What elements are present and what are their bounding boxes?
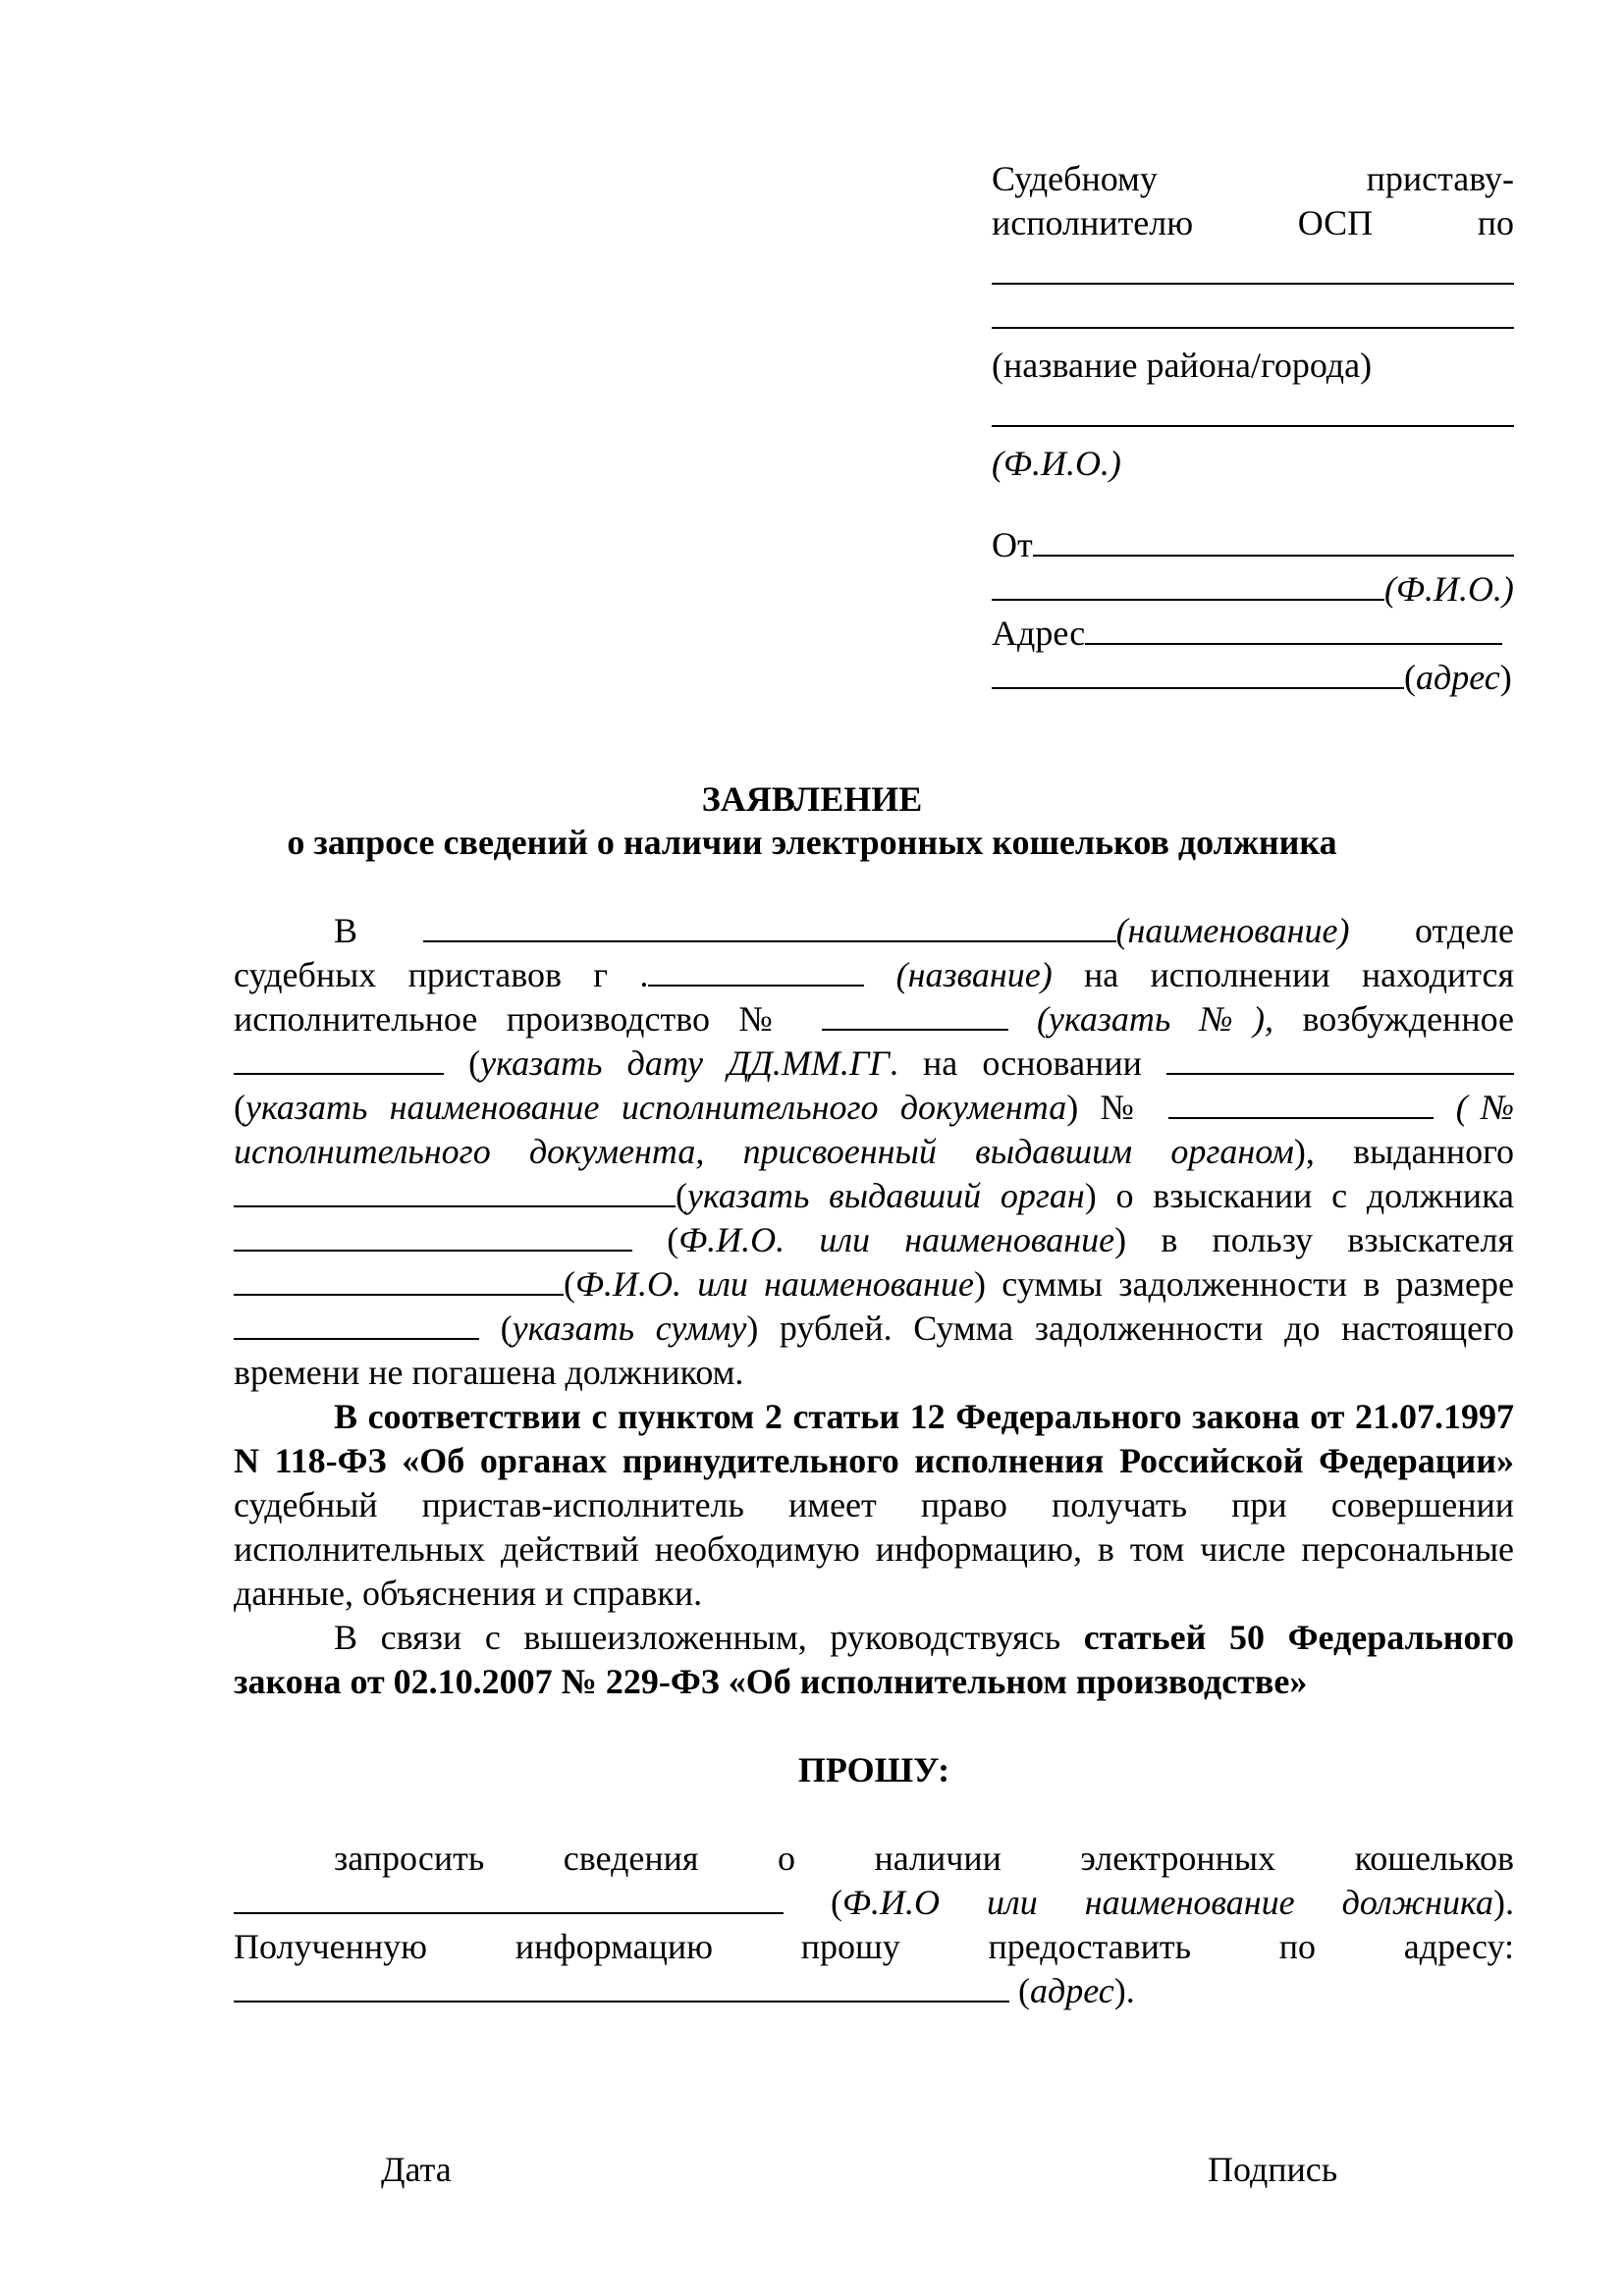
blank-field — [1166, 1043, 1514, 1075]
addressee-recipient-word: по — [1477, 203, 1515, 242]
text-run: отделе судебных приставов г . — [234, 911, 1514, 994]
document-title: ЗАЯВЛЕНИЕ — [701, 779, 923, 819]
law-reference: В соответствии с пунктом 2 статьи 12 Федерального закона от 21.07.1997 N 118-ФЗ «Об органах принудительного исполнения Российской Федерации» — [234, 1397, 1514, 1480]
law-reference: статьей 50 Федерального закона от 02.10.2007 № 229-ФЗ «Об исполнительном производстве» — [234, 1618, 1514, 1701]
text-run: ), выданного — [1293, 1132, 1514, 1171]
text-run: ). — [1113, 1971, 1135, 2010]
from-fio-blank — [992, 569, 1384, 601]
text-run: ) рублей. Сумма задолженности до настоящего времени не погашена должником. — [234, 1308, 1514, 1392]
hint-document-name: указать наименование исполнительного документа — [245, 1088, 1067, 1127]
hint-debtor: Ф.И.О или наименование должника — [842, 1883, 1493, 1922]
address-line — [992, 612, 1514, 656]
bailiff-fio-hint: (Ф.И.О.) — [992, 444, 1121, 483]
signature-row — [0, 2148, 1624, 2192]
text-run: ) в пользу взыскателя — [1114, 1220, 1514, 1259]
addressee-recipient-word: исполнителю — [992, 203, 1194, 242]
addressee-line-1 — [992, 157, 1514, 201]
address-label: Адрес — [992, 614, 1086, 653]
hint-amount: указать сумму — [512, 1308, 747, 1348]
request-heading: ПРОШУ: — [797, 1750, 950, 1789]
blank-field — [234, 1220, 632, 1252]
hint-issuing-body: указать выдавший орган — [687, 1176, 1085, 1215]
hint-case-number: (указать №), — [1036, 999, 1274, 1039]
address-hint-line: (адрес) — [992, 656, 1514, 700]
text-run: ) № — [1066, 1088, 1169, 1127]
text-run: . на основании — [889, 1043, 1167, 1083]
paragraph-facts: В (наименование) отделе судебных приставов г . (название) на исполнении находится исполнительное производство № (указать №), возбужденное (указать дату ДД.ММ.ГГ. на основании (указать наименование исполнительного документа) № (№ исполнительного документа, присвоенный выдавшим органом), выданного (указать выдавший орган) о взыскании с должника (Ф.И.О. или наименование) в пользу взыскателя (Ф.И.О. или наименование) суммы задолженности в размере (указать сумму) рублей. Сумма задолженности до настоящего времени не погашена должником. — [234, 911, 1515, 1392]
addressee-recipient-word: приставу- — [1366, 159, 1514, 198]
blank-field — [1168, 1088, 1434, 1119]
blank-field — [423, 911, 753, 942]
hint-address: адрес — [1030, 1971, 1114, 2010]
blank-field — [234, 1308, 479, 1340]
addressee-recipient-word: ОСП — [1297, 203, 1374, 242]
address-blank — [992, 658, 1404, 689]
text-run: ) о взыскании с должника — [1084, 1176, 1514, 1215]
paragraph-legal-basis — [234, 1395, 1514, 1616]
signature-label: Подпись — [1208, 2150, 1338, 2189]
addressee-recipient-word: Судебному — [992, 159, 1158, 198]
date-label: Дата — [381, 2150, 452, 2189]
text-run: ) суммы задолженности в размере — [974, 1264, 1514, 1304]
district-hint: (название района/города) — [992, 346, 1373, 385]
from-fio-line — [992, 567, 1514, 612]
hint-debtor: Ф.И.О. или наименование — [678, 1220, 1115, 1259]
hint-city-name: (название) — [895, 955, 1053, 994]
from-label: От — [992, 525, 1033, 564]
hint-name: (наименование) — [1115, 911, 1350, 950]
from-blank — [1033, 525, 1514, 557]
blank-field — [234, 1176, 676, 1207]
text-run: В — [334, 911, 423, 950]
blank-field — [234, 1264, 564, 1296]
addressee-line-2 — [992, 201, 1514, 245]
blank-field — [234, 1883, 784, 1914]
document-body — [234, 909, 1514, 2013]
blank-field — [234, 1971, 1009, 2002]
text-run: судебный пристав-исполнитель имеет право получать при совершении исполнительных действий необходимую информацию, в том числе персональные данные, объяснения и справки. — [234, 1485, 1514, 1613]
address-hint: адрес — [1416, 658, 1500, 697]
bailiff-fio-blank-line — [992, 398, 1514, 427]
blank-field — [822, 999, 1008, 1031]
blank-field — [753, 911, 1116, 942]
document-subtitle: о запросе сведений о наличии электронных кошельков должника — [287, 823, 1337, 862]
district-blank-line — [992, 299, 1514, 329]
address-blank — [1085, 614, 1502, 645]
text-run: В связи с вышеизложенным, руководствуясь — [334, 1618, 1084, 1657]
from-fio-hint: (Ф.И.О.) — [1384, 569, 1514, 609]
text-run: ). Полученную информацию прошу предоставить по адресу: — [234, 1883, 1514, 1966]
from-line — [992, 523, 1514, 567]
paragraph-grounds — [234, 1616, 1514, 1704]
text-run: на исполнении находится исполнительное производство № — [234, 955, 1514, 1039]
text-run: запросить сведения о наличии электронных кошельков — [334, 1839, 1514, 1878]
hint-document-number: (№ исполнительного документа, присвоенный выдавшим органом — [234, 1088, 1515, 1171]
district-blank-line — [992, 255, 1514, 285]
addressee-block — [992, 157, 1514, 700]
text-run: возбужденное — [1273, 999, 1514, 1039]
blank-field — [234, 1043, 444, 1075]
paragraph-request: запросить сведения о наличии электронных кошельков (Ф.И.О или наименование должника). Полученную информацию прошу предоставить по адресу: (адрес). — [234, 1839, 1514, 2010]
hint-date: указать дату ДД.ММ.ГГ — [480, 1043, 890, 1083]
blank-field — [648, 955, 864, 987]
hint-creditor: Ф.И.О. или наименование — [575, 1264, 975, 1304]
